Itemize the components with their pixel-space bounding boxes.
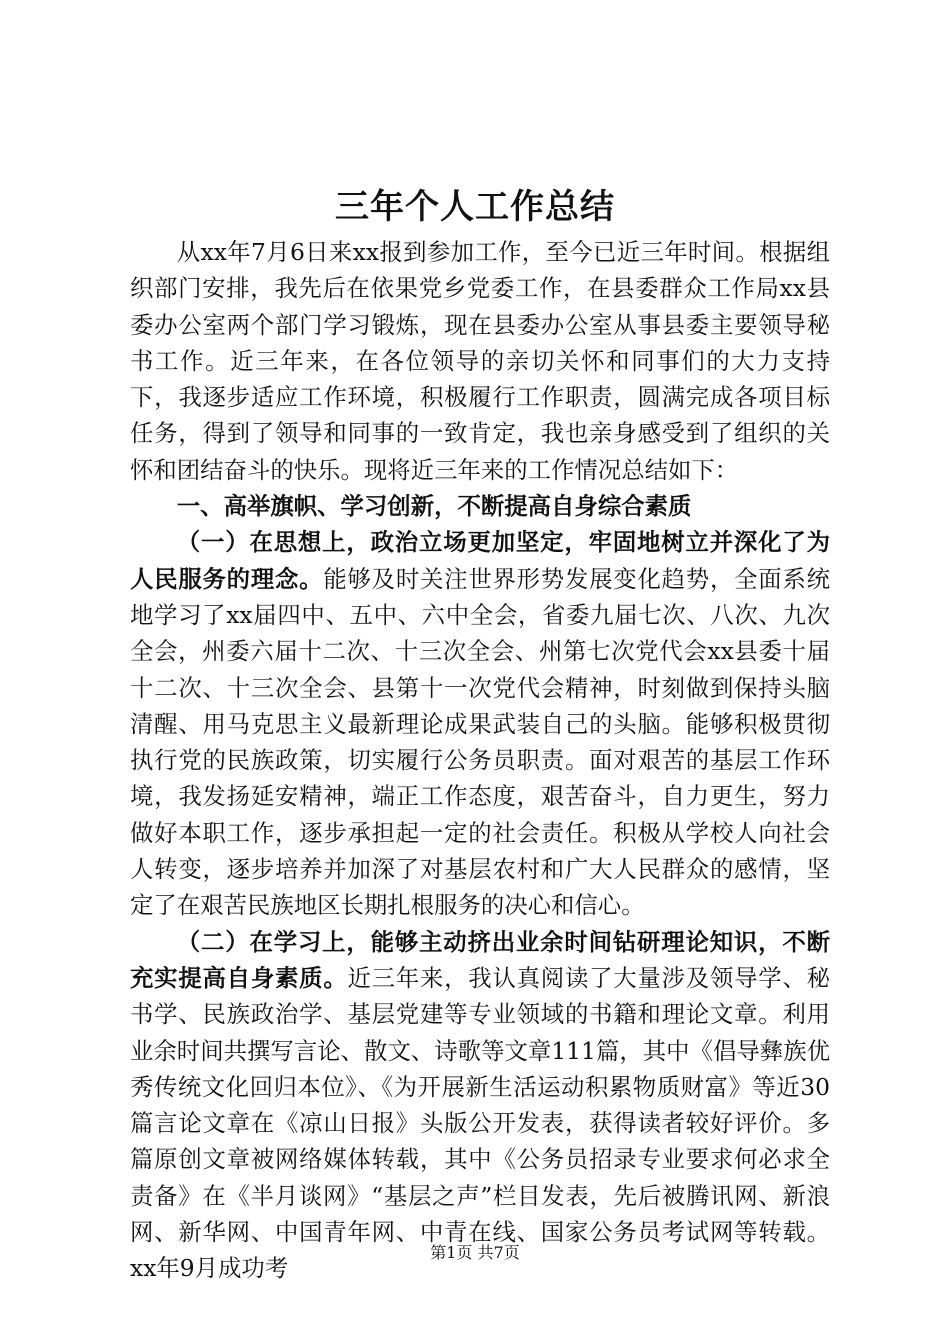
paragraph-study-text: 近三年来，我认真阅读了大量涉及领导学、秘书学、民族政治学、基层党建等专业领域的书籍和理论文章。利用业余时间共撰写言论、散文、诗歌等文章111篇，其中《倡导彝族优秀传统文化回归本位》、《为开展新生活运动积累物质财富》等近30篇言论文章在《凉山日报》头版公开发表，获得读者较好评价。多篇原创文章被网络媒体转载，其中《公务员招录专业要求何必求全责备》在《半月谈网》“基层之声”栏目发表，先后被腾讯网、新浪网、新华网、中国青年网、中青在线、国家公务员考试网等转载。xx年9月成功考 [130, 963, 831, 1283]
section-heading: 一、高举旗帜、学习创新，不断提高自身综合素质 [176, 492, 692, 521]
paragraph-thought-lead: （一）在思想上，政治立场更加坚定，牢固地树立并深化了为人民服务的理念。 [130, 528, 830, 593]
page-footer: 第1页 共7页 [430, 1243, 520, 1262]
document-body [130, 234, 830, 1287]
intro-paragraph: 从xx年7月6日来xx报到参加工作，至今已近三年时间。根据组织部门安排，我先后在依果党乡党委工作，在县委群众工作局xx县委办公室两个部门学习锻炼，现在县委办公室从事县委主要领导秘书工作。近三年来，在各位领导的亲切关怀和同事们的大力支持下，我逐步适应工作环境，积极履行工作职责，圆满完成各项目标任务，得到了领导和同事的一致肯定，我也亲身感受到了组织的关怀和团结奋斗的快乐。现将近三年来的工作情况总结如下： [130, 238, 830, 484]
paragraph-study [130, 924, 830, 1287]
paragraph-thought [130, 524, 830, 923]
document-title: 三年个人工作总结 [335, 187, 615, 227]
paragraph-thought-text: 能够及时关注世界形势发展变化趋势，全面系统地学习了xx届四中、五中、六中全会，省委九届七次、八次、九次全会，州委六届十二次、十三次全会、州第七次党代会xx县委十届十二次、十三次全会、县第十一次党代会精神，时刻做到保持头脑清醒、用马克思主义最新理论成果武装自己的头脑。能够积极贯彻执行党的民族政策，切实履行公务员职责。面对艰苦的基层工作环境，我发扬延安精神，端正工作态度，艰苦奋斗，自力更生，努力做好本职工作，逐步承担起一定的社会责任。积极从学校人向社会人转变，逐步培养并加深了对基层农村和广大人民群众的感情，坚定了在艰苦民族地区长期扎根服务的决心和信心。 [130, 564, 831, 920]
paragraph-study-lead: （二）在学习上，能够主动挤出业余时间钻研理论知识，不断充实提高自身素质。 [130, 927, 830, 992]
